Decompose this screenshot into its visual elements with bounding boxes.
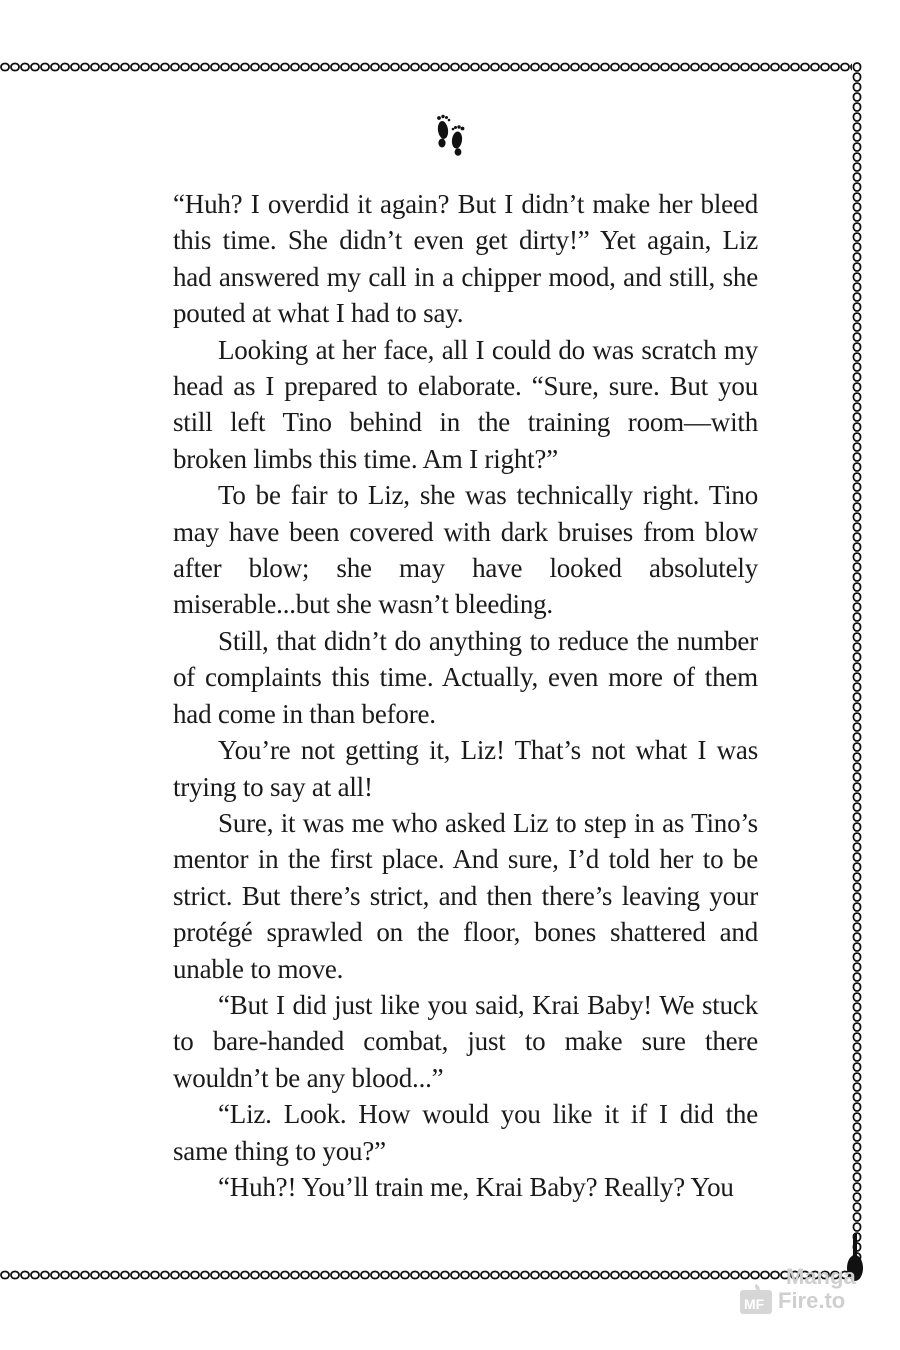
watermark-text-line1: Manga — [786, 1264, 856, 1289]
watermark-logo-icon — [738, 1282, 774, 1316]
page-text — [173, 186, 758, 1205]
paragraph: “Huh?! You’ll train me, Krai Baby? Really? You — [218, 1171, 734, 1202]
paragraph: To be fair to Liz, she was technically right. Tino may have been covered with dark bruises from blow after blow; she may have looked absolutely miserable...but she wasn’t bleeding. — [173, 480, 758, 620]
chain-border-top — [0, 60, 852, 74]
watermark-text-line2: Fire.to — [778, 1288, 846, 1313]
paragraph: You’re not getting it, Liz! That’s not what I was trying to say at all! — [173, 735, 758, 802]
chain-border-bottom — [0, 1268, 852, 1282]
paragraph: Still, that didn’t do anything to reduce the number of complaints this time. Actually, even more of them had come in than before. — [173, 625, 758, 729]
paragraph: “Liz. Look. How would you like it if I did the same thing to you?” — [173, 1099, 758, 1166]
paragraph: Sure, it was me who asked Liz to step in as Tino’s mentor in the first place. And sure, I’d told her to be strict. But there’s strict, and then there’s leaving your protégé sprawled on the floor, bones shattered and unable to move. — [173, 807, 758, 984]
paragraph: “Huh? I overdid it again? But I didn’t make her bleed this time. She didn’t even get dirty!” Yet again, Liz had answered my call in a chipper mood, and still, she pouted at what I had to say. — [173, 189, 758, 329]
paragraph: “But I did just like you said, Krai Baby! We stuck to bare-handed combat, just to make sure there wouldn’t be any blood...” — [173, 989, 758, 1093]
footprints-icon — [430, 110, 470, 156]
paragraph: Looking at her face, all I could do was scratch my head as I prepared to elaborate. “Sure, sure. But you still left Tino behind in the training room—with broken limbs this time. Am I right?” — [173, 334, 758, 474]
watermark — [738, 1262, 878, 1322]
chain-border-right — [850, 62, 864, 1272]
svg-text:MF: MF — [744, 1296, 765, 1312]
